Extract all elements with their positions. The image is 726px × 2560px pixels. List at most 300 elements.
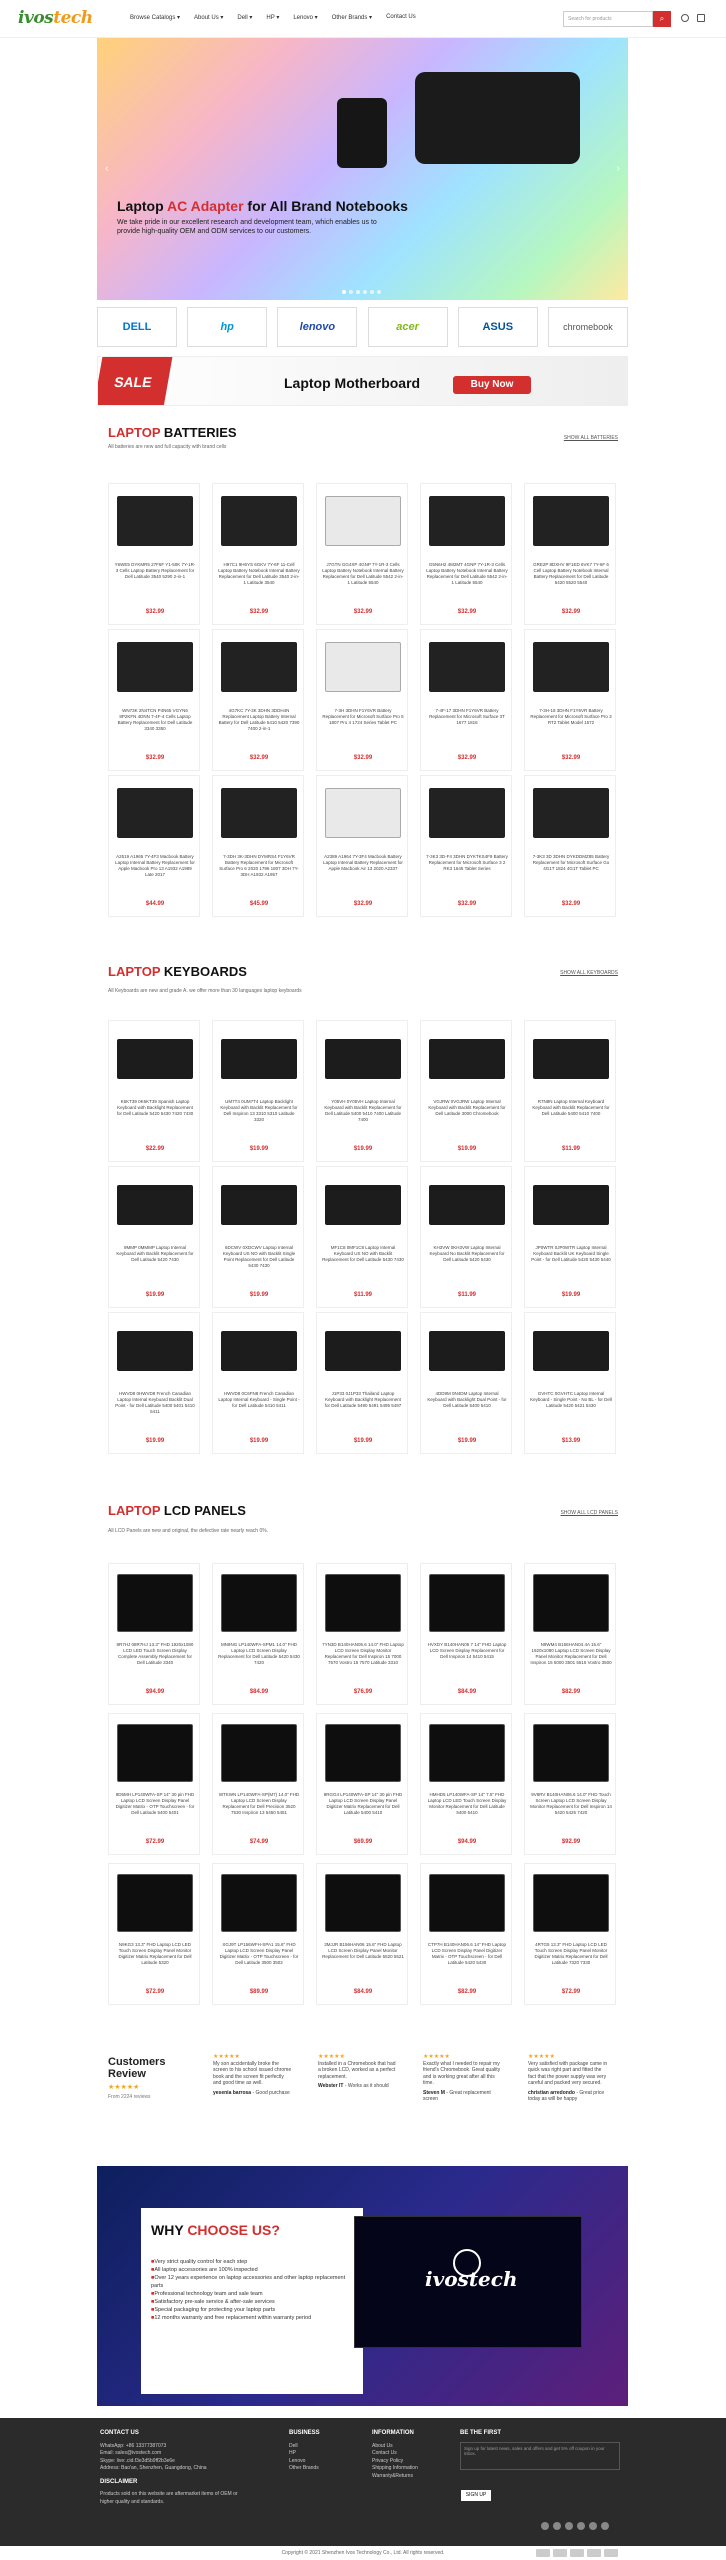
product-image[interactable] <box>533 496 609 546</box>
product-name[interactable]: A2389 A1964 7Y-3F4 Macbook Battery Laptop Internal Battery Replacement for Apple Macbook Air 13 2020 A2337 <box>323 854 403 871</box>
sale-badge: SALE <box>97 357 172 406</box>
instagram-icon[interactable] <box>601 2522 609 2530</box>
product-image[interactable] <box>221 1874 297 1932</box>
product-name[interactable]: HWVD8 0HWVD8 French Canadian Laptop Internal Keyboard Backlit Dual Point - for Dell Latitude 5400 5401 5410 5411 <box>115 1391 195 1414</box>
product-name[interactable]: MN9NG LP140WFA-SPM1 14.0" FHD Laptop LCD Screen Display Replacement for Dell Latitude 5420 5430 7420 <box>218 1642 300 1665</box>
product-card[interactable] <box>316 1713 408 1855</box>
product-price: $19.99 <box>249 1146 269 1152</box>
product-image[interactable] <box>221 788 297 838</box>
product-price: $32.99 <box>561 755 581 761</box>
keyboards-grid <box>108 1020 618 1454</box>
product-price: $13.99 <box>561 1438 581 1444</box>
product-image[interactable] <box>325 1039 401 1079</box>
facebook-icon[interactable] <box>541 2522 549 2530</box>
review-stars: ★★★★★ <box>528 2054 555 2060</box>
site-logo[interactable]: ivostech <box>18 8 93 28</box>
product-price: $19.99 <box>457 1438 477 1444</box>
why-list <box>151 2258 351 2322</box>
footer-disclaimer-title: DISCLAIMER <box>100 2478 138 2485</box>
review-author: christian arredondo <box>528 2089 575 2096</box>
product-image[interactable] <box>325 642 401 692</box>
twitter-icon[interactable] <box>553 2522 561 2530</box>
nav-about-us[interactable]: About Us ▾ <box>194 15 224 21</box>
product-price: $32.99 <box>145 755 165 761</box>
product-price: $32.99 <box>457 901 477 907</box>
product-price: $44.99 <box>145 901 165 907</box>
product-card[interactable] <box>212 1312 304 1454</box>
product-card[interactable] <box>316 1563 408 1705</box>
nav-browse-catalogs[interactable]: Browse Catalogs ▾ <box>130 15 181 21</box>
review-stars: ★★★★★ <box>318 2054 345 2060</box>
footer-first-title: BE THE FIRST <box>460 2430 502 2436</box>
buy-now-button[interactable]: Buy Now <box>453 376 531 394</box>
linkedin-icon[interactable] <box>589 2522 597 2530</box>
search-icon: ⌕ <box>659 14 665 23</box>
product-card[interactable] <box>420 775 512 917</box>
product-name[interactable]: 8RGG4 LP140WFA-SP 14" 30 pin FHD Laptop LCD Screen Display Panel Digitizer Matrix Replacement for Dell Latitude 5400 5410 <box>323 1792 403 1815</box>
why-point: ■ 12 months warranty and free replacement within warranty period <box>151 2314 351 2322</box>
product-card[interactable] <box>108 1020 200 1162</box>
product-image[interactable] <box>117 788 193 838</box>
review-meta: - Good purchase <box>252 2089 290 2096</box>
product-price: $19.99 <box>353 1438 373 1444</box>
product-name[interactable]: CTP7H B140HAN06.6 14" FHD Laptop LCD Screen Display Panel Digitizer Matrix - OTP Touchscreen - for Dell Latitude 5420 5430 <box>427 1942 507 1965</box>
product-price: $32.99 <box>457 755 477 761</box>
product-card[interactable] <box>108 1563 200 1705</box>
product-image[interactable] <box>325 1574 401 1632</box>
product-price: $19.99 <box>145 1292 165 1298</box>
user-icon[interactable] <box>681 14 689 22</box>
product-image[interactable] <box>429 1724 505 1782</box>
review-author: Steven M <box>423 2089 445 2096</box>
product-image[interactable] <box>221 1185 297 1225</box>
product-image[interactable] <box>429 788 505 838</box>
product-price: $19.99 <box>249 1292 269 1298</box>
why-point: ■ All laptop accessories are 100% inspected <box>151 2266 351 2274</box>
footer-info-title: INFORMATION <box>372 2430 414 2436</box>
product-name[interactable]: Y05VH 0Y05VH Laptop Internal Keyboard with Backlit Replacement for Dell Latitude 5400 5410 7400 Latitude 7400 <box>324 1099 402 1122</box>
product-name[interactable]: GVHTC 0GVHTC Laptop Internal Keyboard - Single Point - No BL - for Dell Latitude 5420 5421 5430 <box>530 1391 612 1408</box>
product-price: $19.99 <box>249 1438 269 1444</box>
footer-link[interactable]: Contact Us <box>372 2450 397 2456</box>
footer-contact-item[interactable]: Skype: live:.cid.f3e3d5b9ff2b3e6e <box>100 2457 175 2464</box>
promo-video[interactable] <box>354 2216 582 2348</box>
product-card[interactable] <box>316 483 408 625</box>
why-point: ■ Very strict quality control for each step <box>151 2258 351 2266</box>
product-price: $19.99 <box>145 1438 165 1444</box>
product-card[interactable] <box>420 1713 512 1855</box>
footer-business <box>289 2430 359 2473</box>
keyboards-title: LAPTOP KEYBOARDS <box>108 964 247 979</box>
product-card[interactable] <box>212 775 304 917</box>
review-meta: - Works as it should <box>344 2083 389 2089</box>
product-name[interactable]: G5N6H2 4M2MT 4GNP 7Y-1R-3 Cells Laptop Battery Notebook Internal Battery Replacement for Dell Latitude 5542 2-in-1 Latitude 5540 <box>426 562 508 585</box>
why-choose-us <box>97 2166 628 2406</box>
product-image[interactable] <box>533 1574 609 1632</box>
product-image[interactable] <box>117 642 193 692</box>
product-card[interactable] <box>316 1166 408 1308</box>
product-name[interactable]: N9KG3 13.3" FHD Laptop LCD LED Touch Screen Display Panel Monitor Digitizer Matrix Replacement for Dell Latitude 5320 <box>118 1942 192 1965</box>
product-card[interactable] <box>212 1713 304 1855</box>
hero-slider <box>97 38 628 300</box>
footer-contact <box>100 2430 250 2506</box>
product-name[interactable]: 7-3K3 3D 3DHN DYKDDMZ85 Battery Replacement for Microsoft Surface Go 4G1T 1824 4G1T Tablet PC <box>532 854 610 871</box>
product-image[interactable] <box>533 1724 609 1782</box>
review-stars: ★★★★★ <box>213 2054 240 2060</box>
product-image[interactable] <box>117 1039 193 1079</box>
hero-text: We take pride in our excellent research and development team, which enables us to provide high-quality OEM and ODM services to our customers. <box>117 219 377 235</box>
search-button[interactable] <box>653 11 671 27</box>
product-card[interactable] <box>212 629 304 771</box>
visa-icon <box>553 2549 567 2557</box>
product-price: $82.99 <box>561 1689 581 1695</box>
product-name[interactable]: 4RTG5 13.3" FHD Laptop LCD LED Touch Screen Display Panel Monitor Digitizer Matrix Replacement for Dell Latitude 7320 7330 <box>534 1942 608 1965</box>
product-card[interactable] <box>524 1166 616 1308</box>
footer-link[interactable]: Other Brands <box>289 2465 319 2471</box>
product-price: $32.99 <box>457 609 477 615</box>
product-card[interactable] <box>212 1863 304 2005</box>
product-card[interactable] <box>316 775 408 917</box>
product-name[interactable]: JP0WTR 0JP0WTR Laptop Internal Keyboard Backlit UK Keyboard Single Point - for Dell Latitude 5420 5430 5440 <box>531 1245 611 1262</box>
product-card[interactable] <box>524 775 616 917</box>
footer-contact-item[interactable]: WhatsApp: +86 13377387073 <box>100 2442 167 2449</box>
product-price: $72.99 <box>561 1989 581 1995</box>
footer-link[interactable]: Privacy Policy <box>372 2457 404 2464</box>
slider-next-icon[interactable]: › <box>616 163 620 174</box>
nav-hp[interactable]: HP ▾ <box>266 15 280 21</box>
product-name[interactable]: UM7T4 0UM7T4 Laptop Backlight Keyboard with Backlit Replacement for Dell Inspiron 13 3310 5310 Latitude 3320 <box>220 1099 298 1122</box>
site-header <box>0 0 726 38</box>
product-name[interactable]: H97C1 9H6YS 6GKV 7Y-6F 11-Cell Laptop Battery Notebook Internal Battery Replacement for Dell Latitude 3540 2-in-1 Latitude 3540 <box>218 562 300 585</box>
newsletter-text: Sign up for latest news, sales and offers and get 5% off coupon in your inbox. <box>460 2442 620 2470</box>
payment-icons <box>536 2549 618 2557</box>
product-card[interactable] <box>524 1563 616 1705</box>
product-name[interactable]: 9MMP 0MMMP Laptop Internal Keyboard with Backlit Replacement for Dell Latitude 5420 7430 <box>116 1245 194 1262</box>
product-card[interactable] <box>524 1312 616 1454</box>
product-card[interactable] <box>212 1166 304 1308</box>
product-image[interactable] <box>533 788 609 838</box>
slider-dots[interactable] <box>342 290 381 294</box>
product-name[interactable]: HMHD5 LP140WFA-SP 14" 7.5" FHD Laptop LCD LED Touch Screen Display Monitor Replacement for Dell Latitude 5400 5410 <box>427 1792 507 1815</box>
cart-icon[interactable] <box>697 14 705 22</box>
product-name[interactable]: 7-4F-17 3DHN F1Y6VR Battery Replacement for Microsoft Surface 3T 1677 1816 <box>429 708 505 725</box>
product-price: $32.99 <box>249 755 269 761</box>
review-item <box>318 2054 398 2090</box>
product-image[interactable] <box>533 1331 609 1371</box>
nav-other-brands[interactable]: Other Brands ▾ <box>331 15 373 21</box>
reviews-count: From 2224 reviews <box>108 2094 151 2100</box>
motherboard-banner[interactable] <box>97 356 628 406</box>
product-card[interactable] <box>420 483 512 625</box>
product-price: $32.99 <box>353 609 373 615</box>
product-card[interactable] <box>316 1863 408 2005</box>
review-item <box>423 2054 503 2103</box>
show-all-keyboards-link[interactable]: SHOW ALL KEYBOARDS <box>560 970 618 976</box>
product-name[interactable]: 7-3H 3DHN F1Y6VR Battery Replacement for Microsoft Surface Pro 5 1807 Pro 4 1724 Series Tablet PC <box>322 708 404 725</box>
product-price: $32.99 <box>353 901 373 907</box>
product-image[interactable] <box>533 1039 609 1079</box>
product-price: $22.99 <box>145 1146 165 1152</box>
product-card[interactable] <box>420 1312 512 1454</box>
why-point: ■ Satisfactory pre-sale service & after-sale services <box>151 2298 351 2306</box>
product-image[interactable] <box>325 788 401 838</box>
product-name[interactable]: KH3VW 0KH3VW Laptop Internal Keyboard No Backlit Replacement for Dell Latitude 5420 5430 <box>429 1245 505 1262</box>
product-card[interactable] <box>420 1166 512 1308</box>
video-logo: ivostech <box>425 2267 518 2291</box>
panels-grid <box>108 1563 618 2005</box>
site-footer <box>0 2418 726 2560</box>
product-image[interactable] <box>429 1185 505 1225</box>
product-price: $19.99 <box>353 1146 373 1152</box>
product-name[interactable]: N9WM4 B156HAN04.4A 15.6" 1920x1080 Laptop LCD Screen Display Panel Monitor Replacement for Dell Inspiron 15 5000 3501 5515 Vostro 3500 <box>530 1642 612 1665</box>
product-name[interactable]: J1P33 0J1P33 Thailand Laptop Keyboard with Backlight Replacement for Dell Latitude 5490 5491 5495 5497 <box>324 1391 402 1408</box>
product-price: $74.99 <box>249 1839 269 1845</box>
product-image[interactable] <box>533 1874 609 1932</box>
product-image[interactable] <box>117 1724 193 1782</box>
brand-dell[interactable]: DELL <box>97 307 177 347</box>
product-image[interactable] <box>221 1724 297 1782</box>
panels-title: LAPTOP LCD PANELS <box>108 1503 246 1518</box>
footer-link[interactable]: About Us <box>372 2442 393 2449</box>
product-card[interactable] <box>316 629 408 771</box>
product-image[interactable] <box>221 642 297 692</box>
product-price: $11.99 <box>457 1292 477 1298</box>
show-all-batteries-link[interactable]: SHOW ALL BATTERIES <box>563 435 618 441</box>
footer-link[interactable]: HP <box>289 2450 296 2456</box>
product-name[interactable]: VGJRW 0VGJRW Laptop Internal Keyboard with Backlit Replacement for Dell Latitude 3000 Chromebook <box>428 1099 506 1116</box>
paypal-icon <box>536 2549 550 2557</box>
product-price: $19.99 <box>457 1146 477 1152</box>
product-name[interactable]: Y6WE5 DYKMR5 27F6F Y1-50K 7Y-1R-3 Cells Laptop Battery Replacement for Dell Latitude 3540 5290 2-in-1 <box>114 562 196 579</box>
product-name[interactable]: HVXDY B140HAN05 7 14" FHD Laptop LCD Screen Display Replacement for Dell Inspiron 14 5410 5415 <box>427 1642 507 1659</box>
adapter-image <box>415 72 580 164</box>
product-price: $84.99 <box>353 1989 373 1995</box>
review-text: My son accidentally broke the screen to his school issued chrome book and the screen fit perfectly and good time as well. <box>213 2060 292 2086</box>
product-name[interactable]: 4DD9M 0N4DM Laptop Internal Keyboard with Backlight Dual Point - for Dell Latitude 5400 5410 <box>427 1391 507 1408</box>
youtube-icon[interactable] <box>577 2522 585 2530</box>
product-price: $32.99 <box>249 609 269 615</box>
reviews-stars: ★★★★★ <box>108 2084 140 2091</box>
review-author: Webster IT <box>318 2083 344 2089</box>
product-price: $32.99 <box>145 609 165 615</box>
product-image[interactable] <box>429 1574 505 1632</box>
slider-prev-icon[interactable]: ‹ <box>105 163 109 174</box>
customer-reviews <box>108 2046 618 2136</box>
product-price: $94.99 <box>457 1839 477 1845</box>
footer-contact-item: Address: Bao'an, Shenzhen, Guangdong, China <box>100 2465 207 2471</box>
batteries-title: LAPTOP BATTERIES <box>108 425 237 440</box>
footer-disclaimer-text: Products sold on this website are aftermarket items of OEM or higher quality and standards. <box>100 2491 238 2505</box>
product-image[interactable] <box>221 1331 297 1371</box>
product-price: $72.99 <box>145 1839 165 1845</box>
product-card[interactable] <box>524 1020 616 1162</box>
product-name[interactable]: 7YN3D B140HAN05.6 14.0" FHD Laptop LCD Screen Display Monitor Replacement for Dell Inspiron 15 7000 7570 Vostro 15 7570 Latitude 3310 <box>322 1642 404 1665</box>
brand-acer[interactable]: acer <box>368 307 448 347</box>
product-card[interactable] <box>316 1312 408 1454</box>
why-point: ■ Professional technology team and sale team <box>151 2290 351 2298</box>
hero-title: Laptop AC Adapter for All Brand Notebooks <box>117 198 408 214</box>
product-name[interactable]: 9D5MH LP140WFA-SP 14" 30 pin FHD Laptop LCD Screen Display Panel Digitizer Matrix - OTP Touchscreen - for Dell Latitude 5400 5401 <box>115 1792 195 1815</box>
product-name[interactable]: 9V8RV B140HAN06.6 14.0" FHD Touch Screen Laptop LCD Screen Display Monitor Replacement for Dell Inspiron 14 5420 5425 7420 <box>530 1792 612 1815</box>
product-price: $11.99 <box>353 1292 373 1298</box>
product-card[interactable] <box>316 1020 408 1162</box>
discover-icon <box>604 2549 618 2557</box>
pinterest-icon[interactable] <box>565 2522 573 2530</box>
product-image[interactable] <box>117 1574 193 1632</box>
review-text: Exactly what I needed to repair my friend's Chromebook. Great quality and is working great after all this time. <box>423 2060 501 2086</box>
product-image[interactable] <box>429 642 505 692</box>
product-card[interactable] <box>108 629 200 771</box>
product-card[interactable] <box>212 483 304 625</box>
footer-information <box>372 2430 442 2480</box>
product-price: $82.99 <box>457 1989 477 1995</box>
product-image[interactable] <box>325 496 401 546</box>
footer-signup <box>460 2430 630 2443</box>
brand-lenovo[interactable]: lenovo <box>277 307 357 347</box>
footer-contact-item[interactable]: Email: sales@ivostech.com <box>100 2450 162 2456</box>
review-text: Very satisfied with package came in quick was right part and fitted the fact that the power supply was very careful and packed very secured. <box>528 2060 608 2086</box>
mastercard-icon <box>570 2549 584 2557</box>
product-name[interactable]: 8R7HJ 08R7HJ 13.3" FHD 1920x1080 LCD LED Touch Screen Display Complete Assembly Replacement for Dell Latitude 3340 <box>116 1642 194 1665</box>
review-meta: - Great price today as will be happy <box>528 2089 605 2102</box>
product-name[interactable]: J7GTN GG4XP 4GNP 7Y-1R-3 Cells Laptop Battery Notebook Internal Battery Replacement for Dell Latitude 5542 2-in-1 Latitude 5540 <box>322 562 404 585</box>
product-price: $19.99 <box>561 1292 581 1298</box>
batteries-subtitle: All batteries are new and full capacity with brand cells <box>108 444 227 450</box>
product-price: $32.99 <box>561 901 581 907</box>
nav-contact-us[interactable]: Contact Us <box>386 14 416 20</box>
product-name[interactable]: 7-3H-18 3DHN F1Y6VR Battery Replacement for Microsoft Surface Pro 3 RT2 Tablet Model 1572 <box>530 708 612 725</box>
footer-link[interactable]: Shipping Information <box>372 2465 418 2471</box>
signup-button[interactable]: SIGN UP <box>461 2490 491 2501</box>
product-image[interactable] <box>221 1574 297 1632</box>
why-point: ■ Over 12 years experience on laptop accessories and other laptop replacement parts <box>151 2274 351 2290</box>
product-card[interactable] <box>108 483 200 625</box>
product-price: $76.99 <box>353 1689 373 1695</box>
product-card[interactable] <box>108 1166 200 1308</box>
nav-dell[interactable]: Dell ▾ <box>237 15 253 21</box>
product-card[interactable] <box>420 629 512 771</box>
panels-subtitle: All LCD Panels are new and original, the defective rate nearly reach 0%. <box>108 1528 269 1534</box>
copyright: Copyright © 2021 Shenzhen Ivos Technology Co., Ltd. All rights reserved. <box>0 2546 726 2560</box>
product-image[interactable] <box>533 642 609 692</box>
brand-asus[interactable]: ASUS <box>458 307 538 347</box>
product-card[interactable] <box>108 1863 200 2005</box>
product-card[interactable] <box>524 1713 616 1855</box>
product-price: $69.99 <box>353 1839 373 1845</box>
product-name[interactable]: MF1C8 0MF1C8 Laptop Internal Keyboard US NO with Backlit Replacement for Dell Latitude 5430 7430 <box>322 1245 404 1262</box>
product-price: $45.99 <box>249 901 269 907</box>
product-name[interactable]: 6DCWV 0XDCWV Laptop Internal Keyboard US NO with Backlit Single Point Replacement for Dell Latitude 5430 7430 <box>222 1245 296 1268</box>
brand-row <box>97 307 628 349</box>
why-point: ■ Special packaging for protecting your laptop parts <box>151 2306 351 2314</box>
product-card[interactable] <box>420 1863 512 2005</box>
product-price: $32.99 <box>561 609 581 615</box>
product-image[interactable] <box>325 1185 401 1225</box>
product-image[interactable] <box>325 1331 401 1371</box>
keyboards-subtitle: All Keyboards are new and grade A. we offer more than 30 languages laptop keyboards <box>108 988 302 994</box>
social-links <box>541 2522 609 2530</box>
review-meta: - Great replacement screen <box>423 2089 491 2102</box>
product-name[interactable]: 3MJJR B156HAN06 15.6" FHD Laptop LCD Screen Display Panel Monitor Replacement for Dell Latitude 5520 5521 <box>322 1942 404 1959</box>
product-name[interactable]: K6KT39 0K6KT39 Spanish Laptop Keyboard with Backlight Replacement for Dell Latitude 5420 5430 7420 7430 <box>116 1099 194 1116</box>
product-name[interactable]: HWVD8 0C6FN8 French Canadian Laptop Internal Keyboard - Single Point - for Dell Latitude 5410 5411 <box>218 1391 300 1408</box>
plug-image <box>337 98 387 168</box>
product-card[interactable] <box>108 1713 200 1855</box>
brand-chromebook[interactable]: chromebook <box>548 307 628 347</box>
review-text: Installed in a Chromebook that had a broken LCD, worked as a perfect replacement. <box>318 2060 396 2080</box>
product-name[interactable]: R7N8N Laptop Internal Keyboard Keyboard with Backlit Replacement for Dell Latitude 5400 5410 7400 <box>532 1099 610 1116</box>
product-image[interactable] <box>117 1874 193 1932</box>
main-nav <box>130 14 416 21</box>
product-card[interactable] <box>108 1312 200 1454</box>
product-card[interactable] <box>420 1020 512 1162</box>
reviews-title: Customers Review <box>108 2056 166 2080</box>
product-image[interactable] <box>533 1185 609 1225</box>
banner-title: Laptop Motherboard <box>284 375 421 391</box>
footer-contact-title: CONTACT US <box>100 2430 139 2436</box>
product-card[interactable] <box>524 1863 616 2005</box>
product-price: $84.99 <box>249 1689 269 1695</box>
product-name[interactable]: WTKWN LP140WFA-SP(M7) 14.0" FHD Laptop LCD Screen Display Replacement for Dell Precision 3520 7530 Inspiron 13 5450 5451 <box>218 1792 300 1815</box>
product-name[interactable]: GRE2P 8DXHV 9F1ED 6VK7 7Y-6F 6 Cell Laptop Battery Notebook Internal Battery Replacement for Dell Latitude 5420 5520 5540 <box>533 562 609 585</box>
product-image[interactable] <box>117 1331 193 1371</box>
product-name[interactable]: 7-3DH 3K-3DHN DYMRS4 F1Y6VR Battery Replacement for Microsoft Surface Pro 6 2020 1796 1807 3DH 7Y-3DH A1932 A1957 <box>219 854 299 877</box>
product-price: $89.99 <box>249 1989 269 1995</box>
product-name[interactable]: 7-3K3 3D-F4 3DHN DYKTKS4F9 Battery Replacement for Microsoft Surface 3 2 RK3 1645 Tablet Series <box>426 854 508 871</box>
footer-link[interactable]: Lenovo <box>289 2457 306 2464</box>
product-image[interactable] <box>221 1039 297 1079</box>
why-box <box>141 2208 363 2394</box>
product-card[interactable] <box>420 1563 512 1705</box>
show-all-panels-link[interactable]: SHOW ALL LCD PANELS <box>560 1510 618 1516</box>
product-image[interactable] <box>117 1185 193 1225</box>
footer-business-title: BUSINESS <box>289 2430 320 2436</box>
product-image[interactable] <box>117 496 193 546</box>
product-name[interactable]: A2519 A1965 7Y-4F3 Macbook Battery Laptop Internal Battery Replacement for Apple Macbook Pro 13 A1932 A1989 Late 2017 <box>115 854 195 877</box>
product-card[interactable] <box>524 629 616 771</box>
product-card[interactable] <box>108 775 200 917</box>
product-card[interactable] <box>212 1563 304 1705</box>
product-card[interactable] <box>524 483 616 625</box>
review-author: yesenia barrosa <box>213 2089 252 2096</box>
product-image[interactable] <box>429 496 505 546</box>
review-item <box>213 2054 293 2096</box>
footer-link[interactable]: Dell <box>289 2442 298 2449</box>
product-name[interactable]: WN73K 2N4TCN P4N65 VGYN6 8P2KFN 4DNN 7-4F-4 Cells Laptop Battery Replacement for Dell Latitude 3340 3350 <box>117 708 193 731</box>
review-item <box>528 2054 608 2103</box>
product-image[interactable] <box>429 1039 505 1079</box>
product-name[interactable]: 4G7KC 7Y-3K 3DHN 3DDH4N Replacement Laptop Battery Internal Battery for Dell Latitude 5410 5420 7390 7400 2-in-1 <box>218 708 300 731</box>
batteries-grid <box>108 483 618 917</box>
product-image[interactable] <box>221 496 297 546</box>
why-title: WHY CHOOSE US? <box>151 2222 280 2238</box>
review-stars: ★★★★★ <box>423 2054 450 2060</box>
footer-link[interactable]: Warranty&Returns <box>372 2472 413 2479</box>
product-name[interactable]: XGJ9T LP156WFH-SPA1 15.6" FHD Laptop LCD Screen Display Panel Digitizer Matrix - OTP Touchscreen - for Dell Latitude 3500 3502 <box>219 1942 299 1965</box>
product-image[interactable] <box>325 1724 401 1782</box>
nav-lenovo[interactable]: Lenovo ▾ <box>293 15 318 21</box>
amex-icon <box>587 2549 601 2557</box>
product-price: $72.99 <box>145 1989 165 1995</box>
brand-hp[interactable]: hp <box>187 307 267 347</box>
product-image[interactable] <box>429 1331 505 1371</box>
product-image[interactable] <box>325 1874 401 1932</box>
product-price: $32.99 <box>353 755 373 761</box>
product-card[interactable] <box>212 1020 304 1162</box>
product-price: $84.99 <box>457 1689 477 1695</box>
product-image[interactable] <box>429 1874 505 1932</box>
search-input[interactable]: Search for products <box>563 11 653 27</box>
